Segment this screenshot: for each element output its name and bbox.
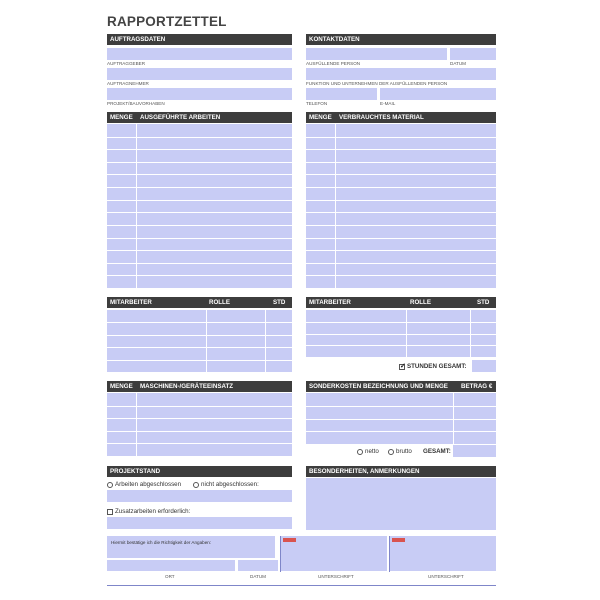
- table-row-divider: [306, 419, 496, 420]
- section-header-material: [306, 112, 496, 123]
- table-row-divider: [107, 263, 292, 264]
- stunden-gesamt-label: STUNDEN GESAMT:: [407, 363, 467, 370]
- section-header-mitarbeiter-left: [107, 297, 292, 308]
- arbeiten-table[interactable]: [107, 124, 292, 288]
- section-header-besonderheiten: [306, 466, 496, 477]
- table-row-divider: [107, 187, 292, 188]
- signature-field-1[interactable]: [281, 536, 387, 571]
- auftraggeber-label: AUFTRAGGEBER: [107, 61, 146, 66]
- email-field[interactable]: [380, 88, 496, 100]
- column-menge: MENGE: [110, 383, 133, 390]
- table-column-divider: [265, 310, 266, 372]
- table-row-divider: [107, 418, 292, 419]
- column-sonderkosten: SONDERKOSTEN BEZEICHNUNG UND MENGE: [309, 383, 448, 390]
- stunden-checkbox[interactable]: [399, 364, 405, 370]
- signature-field-2[interactable]: [390, 536, 496, 571]
- column-maschinen: MASCHINEN-/GERÄTEEINSATZ: [140, 383, 234, 390]
- datum-signature-label: DATUM: [250, 574, 266, 579]
- zusatzarbeiten-option[interactable]: [107, 508, 190, 515]
- column-arbeiten: AUSGEFÜHRTE ARBEITEN: [140, 114, 221, 121]
- sonderkosten-table[interactable]: [306, 393, 496, 444]
- column-std: STD: [477, 299, 490, 306]
- brutto-option[interactable]: [388, 448, 412, 455]
- unterschrift-label-2: UNTERSCHRIFT: [428, 574, 464, 579]
- funktion-field[interactable]: [306, 68, 496, 80]
- person-field[interactable]: [306, 48, 447, 60]
- table-row-divider: [107, 137, 292, 138]
- table-column-divider: [136, 124, 137, 288]
- person-label: AUSFÜLLENDE PERSON: [306, 61, 361, 66]
- table-row-divider: [306, 334, 496, 335]
- brutto-radio[interactable]: [388, 449, 394, 455]
- table-column-divider: [470, 310, 471, 357]
- material-table[interactable]: [306, 124, 496, 288]
- gesamt-label: GESAMT:: [423, 448, 451, 455]
- nicht-abgeschlossen-option[interactable]: [193, 481, 259, 488]
- column-betrag: BETRAG €: [461, 383, 493, 390]
- table-row-divider: [107, 174, 292, 175]
- table-column-divider: [335, 124, 336, 288]
- abgeschlossen-radio[interactable]: [107, 482, 113, 488]
- column-menge: MENGE: [309, 114, 332, 121]
- section-header-projektstand: [107, 466, 292, 477]
- table-column-divider: [406, 310, 407, 357]
- projekt-field[interactable]: [107, 88, 292, 100]
- statement-text: Hiermit bestätige ich die Richtigkeit der Angaben:: [111, 540, 212, 545]
- table-row-divider: [107, 149, 292, 150]
- section-header-arbeiten: [107, 112, 292, 123]
- signature-divider-2: [389, 536, 390, 572]
- unterschrift-label-1: UNTERSCHRIFT: [318, 574, 354, 579]
- table-row-divider: [107, 225, 292, 226]
- signature-marker-2: [392, 538, 405, 542]
- datum-label: DATUM: [450, 61, 466, 66]
- sonderkosten-gesamt-field[interactable]: [453, 445, 496, 457]
- table-row-divider: [306, 322, 496, 323]
- table-row-divider: [107, 250, 292, 251]
- maschinen-table[interactable]: [107, 393, 292, 456]
- section-header-kontaktdaten: [306, 34, 496, 45]
- page-title: RAPPORTZETTEL: [107, 14, 227, 29]
- table-row-divider: [107, 162, 292, 163]
- section-header-maschinen: [107, 381, 292, 392]
- section-title: BESONDERHEITEN, ANMERKUNGEN: [309, 468, 420, 475]
- zusatzarbeiten-field[interactable]: [107, 517, 292, 529]
- auftragnehmer-label: AUFTRAGNEHMER: [107, 81, 149, 86]
- netto-radio[interactable]: [357, 449, 363, 455]
- column-mitarbeiter: MITARBEITER: [110, 299, 152, 306]
- table-row-divider: [306, 345, 496, 346]
- table-row-divider: [306, 406, 496, 407]
- stunden-gesamt-field[interactable]: [472, 360, 496, 372]
- netto-option[interactable]: [357, 448, 379, 455]
- table-row-divider: [107, 431, 292, 432]
- besonderheiten-field[interactable]: [306, 478, 496, 530]
- column-material: VERBRAUCHTES MATERIAL: [339, 114, 424, 121]
- funktion-label: FUNKTION UND UNTERNEHMEN DER AUSFÜLLENDEN PERSON: [306, 81, 448, 86]
- table-row-divider: [107, 406, 292, 407]
- table-row-divider: [107, 443, 292, 444]
- signature-marker-1: [283, 538, 296, 542]
- signature-divider-1: [280, 536, 281, 572]
- netto-label: netto: [365, 448, 379, 455]
- nicht-abgeschlossen-label: nicht abgeschlossen:: [201, 481, 259, 488]
- section-header-auftragsdaten: [107, 34, 292, 45]
- ort-field[interactable]: [107, 560, 235, 571]
- table-row-divider: [107, 238, 292, 239]
- mitarbeiter-left-table[interactable]: [107, 310, 292, 372]
- table-row-divider: [107, 212, 292, 213]
- telefon-field[interactable]: [306, 88, 377, 100]
- table-column-divider: [136, 393, 137, 456]
- column-menge: MENGE: [110, 114, 133, 121]
- abgeschlossen-label: Arbeiten abgeschlossen: [115, 481, 182, 488]
- column-std: STD: [273, 299, 286, 306]
- telefon-label: TELEFON: [306, 101, 328, 106]
- column-rolle: ROLLE: [209, 299, 230, 306]
- projekt-label: PROJEKT/BAUVORHABEN: [107, 101, 165, 106]
- datum-signature-field[interactable]: [238, 560, 278, 571]
- section-title: PROJEKTSTAND: [110, 468, 161, 475]
- auftraggeber-field[interactable]: [107, 48, 292, 60]
- bottom-rule: [107, 585, 496, 586]
- email-label: E-MAIL: [380, 101, 396, 106]
- datum-field[interactable]: [450, 48, 496, 60]
- column-rolle: ROLLE: [410, 299, 431, 306]
- abgeschlossen-option[interactable]: [107, 481, 181, 488]
- table-row-divider: [107, 275, 292, 276]
- nicht-abgeschlossen-radio[interactable]: [193, 482, 199, 488]
- table-row-divider: [306, 431, 496, 432]
- section-header-mitarbeiter-right: [306, 297, 496, 308]
- section-header-sonderkosten: [306, 381, 496, 392]
- table-column-divider: [206, 310, 207, 372]
- stunden-gesamt: [399, 363, 466, 370]
- mitarbeiter-right-table[interactable]: [306, 310, 496, 357]
- section-title: KONTAKTDATEN: [309, 36, 360, 43]
- projektstand-field[interactable]: [107, 490, 292, 502]
- table-column-divider: [453, 393, 454, 444]
- zusatzarbeiten-label: Zusatzarbeiten erforderlich:: [115, 508, 191, 515]
- column-mitarbeiter: MITARBEITER: [309, 299, 351, 306]
- zusatzarbeiten-checkbox[interactable]: [107, 509, 113, 515]
- brutto-label: brutto: [396, 448, 412, 455]
- auftragnehmer-field[interactable]: [107, 68, 292, 80]
- ort-label: ORT: [165, 574, 175, 579]
- table-row-divider: [107, 200, 292, 201]
- section-title: AUFTRAGSDATEN: [110, 36, 166, 43]
